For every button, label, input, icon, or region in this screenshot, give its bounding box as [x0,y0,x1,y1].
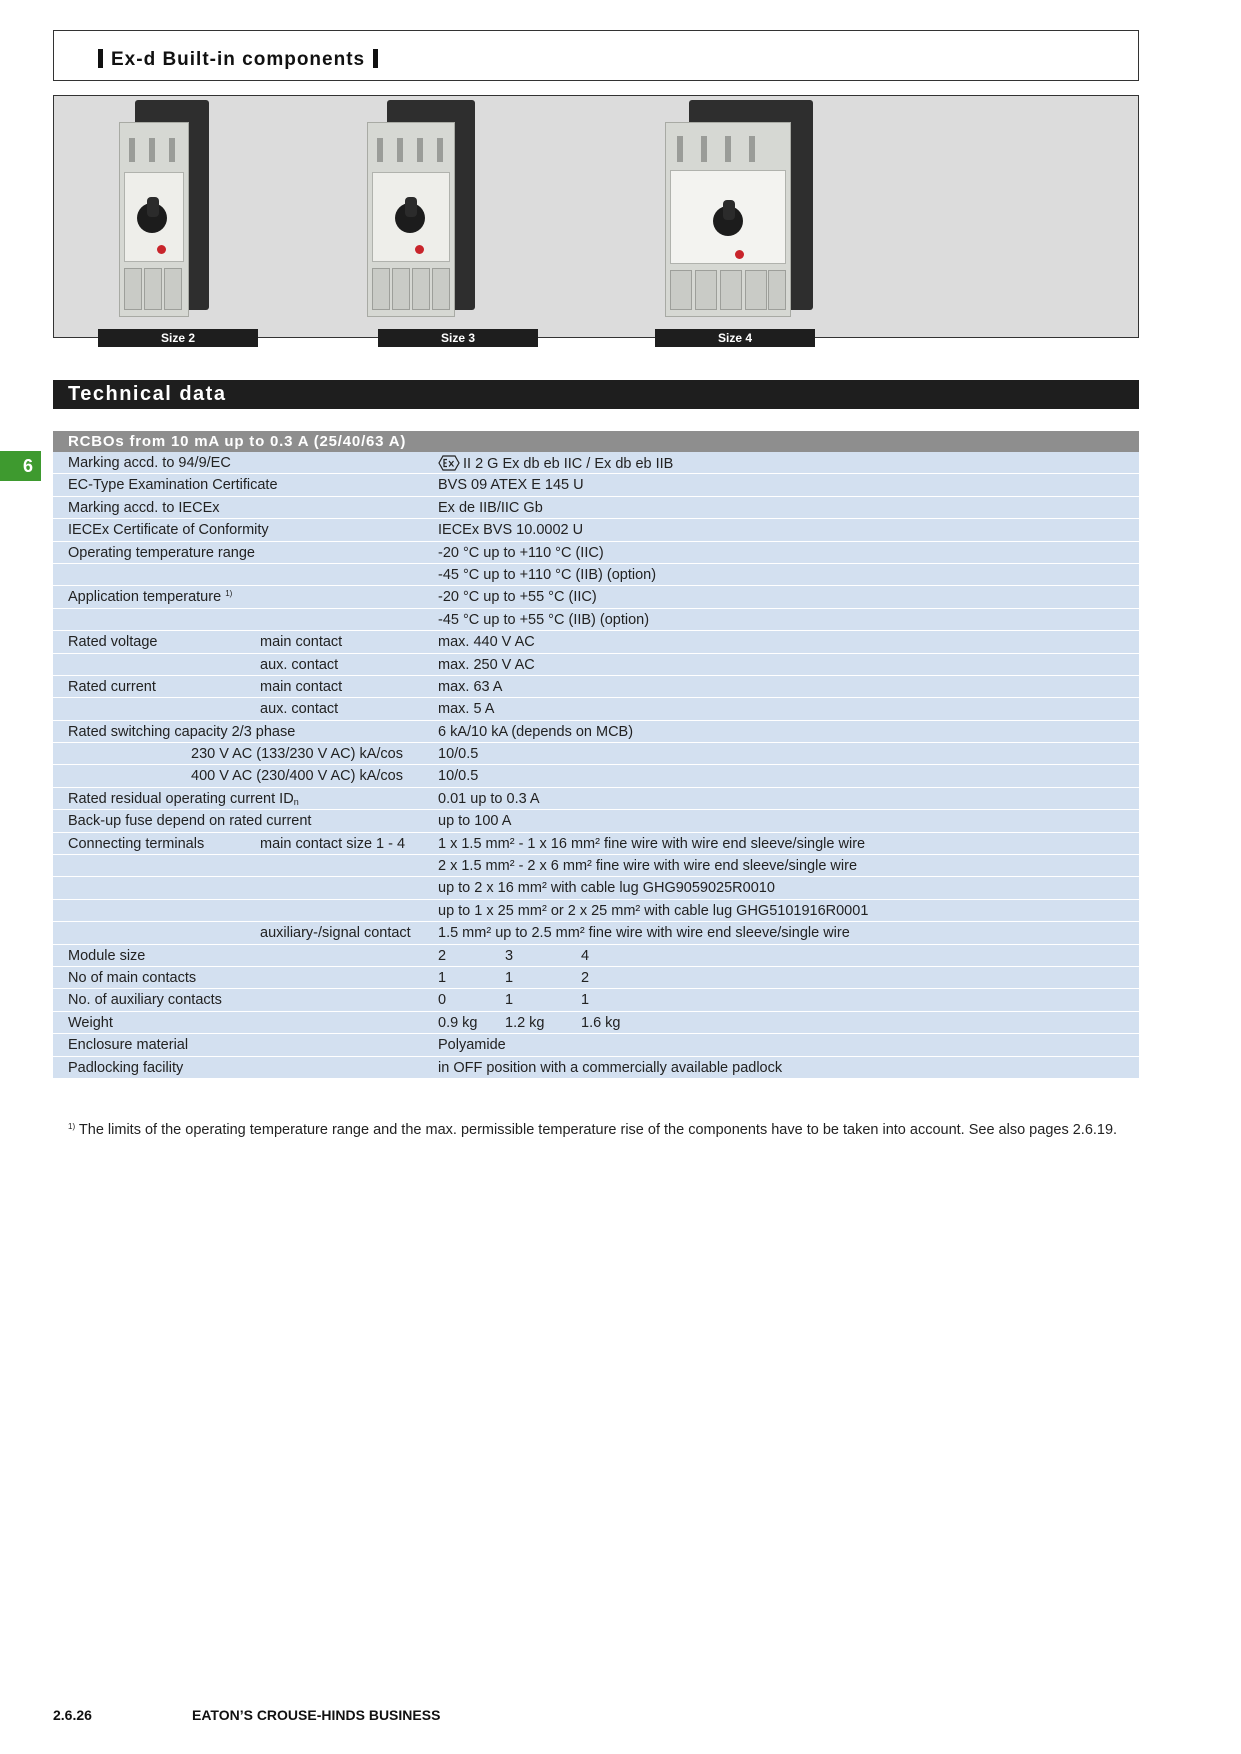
row-value-text: max. 440 V AC [438,634,535,651]
row-value-3-text: 2 [581,969,590,986]
device-terminal [720,270,742,310]
table-row [53,967,1139,989]
row-value [438,813,511,829]
row-value-text: -45 °C up to +110 °C (IIB) (option) [438,566,657,583]
device-slot [701,136,707,162]
subscript: n [293,796,299,807]
row-qualifier [260,701,338,717]
page-number: 2.6.26 [53,1707,92,1723]
row-value [438,1060,782,1076]
row-value [438,746,478,762]
row-qualifier-text: auxiliary-/signal contact [260,925,411,942]
row-value-2-text: 1 [505,992,514,1009]
row-qualifier-text: aux. contact [260,656,339,673]
table-row [53,1034,1139,1056]
row-value-text: in OFF position with a commercially available padlock [438,1059,783,1076]
device-terminal [768,270,786,310]
device-knob-lever [723,200,735,220]
row-label [68,836,204,852]
row-value [438,992,446,1008]
table-row [53,609,1139,631]
row-value-text: -20 °C up to +55 °C (IIC) [438,589,597,606]
size-3-label: Size 3 [378,329,538,347]
device-slot [749,136,755,162]
table-row [53,945,1139,967]
size-2-label: Size 2 [98,329,258,347]
row-value [438,948,446,964]
section-title [98,49,378,71]
row-value [438,925,850,941]
device-slot [417,138,423,162]
row-qualifier [260,836,405,852]
row-value-3 [581,970,589,986]
device-size-3-image [367,100,477,315]
table-row [53,855,1139,877]
row-value [438,836,865,852]
table-row [53,497,1139,519]
table-row [53,900,1139,922]
row-value-text: 1.5 mm² up to 2.5 mm² fine wire with wire end sleeve/single wire [438,925,850,942]
row-label [68,724,295,740]
row-label-text: IECEx Certificate of Conformity [68,522,269,539]
row-value-text: 0 [438,992,447,1009]
row-qualifier-text: aux. contact [260,701,339,718]
row-label [68,634,157,650]
row-label [68,679,156,695]
row-value [438,1015,478,1031]
row-label-text: Module size [68,947,146,964]
row-sublabel-text: 230 V AC (133/230 V AC) kA/cos [191,746,403,763]
row-label [68,948,145,964]
row-value-3-text: 1 [581,992,590,1009]
row-label-text: Operating temperature range [68,544,255,561]
footer-brand: EATON’S CROUSE-HINDS BUSINESS [192,1707,441,1723]
device-slot [149,138,155,162]
title-bar-left [98,49,103,68]
row-label [68,455,231,471]
row-value-2-text: 1.2 kg [505,1014,545,1031]
row-value [438,477,584,493]
device-size-2-image [119,100,209,315]
device-terminal [372,268,390,310]
row-qualifier [260,925,411,941]
device-test-button [157,245,166,254]
row-label-text: Rated switching capacity 2/3 phase [68,723,296,740]
row-label-text: Connecting terminals [68,835,205,852]
row-value-text: IECEx BVS 10.0002 U [438,522,584,539]
table-body [53,452,1139,1079]
table-row [53,586,1139,608]
row-qualifier [260,634,342,650]
row-label-text: Marking accd. to 94/9/EC [68,455,231,471]
row-label [68,813,311,829]
row-value [438,1037,506,1053]
chapter-tab: 6 [0,451,41,481]
row-value-text: II 2 G Ex db eb IIC / Ex db eb IIB [463,456,674,472]
row-value-text: max. 5 A [438,701,495,718]
row-label [68,791,299,807]
row-value-text: Ex de IIB/IIC Gb [438,499,543,516]
row-value-text: -20 °C up to +110 °C (IIC) [438,544,604,561]
technical-data-table [53,431,1139,1079]
row-qualifier [260,657,338,673]
device-terminal [745,270,767,310]
device-terminal [412,268,430,310]
row-value [438,455,673,472]
row-value-text: 10/0.5 [438,768,479,785]
row-label-text: Padlocking facility [68,1059,184,1076]
row-value-3 [581,1015,621,1031]
row-value [438,612,649,628]
row-value-text: -45 °C up to +55 °C (IIB) (option) [438,611,650,628]
row-label-text: Rated voltage [68,634,158,651]
table-row [53,877,1139,899]
row-label [68,589,232,605]
row-value [438,903,868,919]
row-value [438,768,478,784]
row-label [68,992,222,1008]
device-test-button [415,245,424,254]
row-value [438,724,633,740]
section-header [53,30,1139,81]
table-row [53,542,1139,564]
row-sublabel [191,768,403,784]
row-label-text: Weight [68,1014,113,1031]
row-label [68,970,196,986]
device-slot [377,138,383,162]
table-row [53,564,1139,586]
table-row [53,922,1139,944]
row-qualifier-text: main contact [260,678,343,695]
table-row [53,743,1139,765]
footnote-ref: 1) [225,589,233,599]
device-terminal [144,268,162,310]
device-terminal [124,268,142,310]
table-row [53,721,1139,743]
device-terminal [432,268,450,310]
row-value [438,500,543,516]
footnote [68,1122,1117,1138]
device-terminal [695,270,717,310]
row-qualifier-text: main contact size 1 - 4 [260,835,406,852]
title-bar-right [373,49,378,68]
row-label-text: Enclosure material [68,1037,189,1054]
row-label-text: Back-up fuse depend on rated current [68,813,312,830]
row-label [68,545,255,561]
row-value-2 [505,1015,545,1031]
row-value [438,545,604,561]
row-value [438,701,494,717]
footnote-text: The limits of the operating temperature range and the max. permissible temperature rise of the components have to be taken into account. See also pages 2.6.19. [78,1122,1118,1138]
row-value-2 [505,948,513,964]
section-title-text: Ex-d Built-in components [111,49,366,70]
row-label [68,477,278,493]
device-test-button [735,250,744,259]
row-label [68,1060,183,1076]
row-value-text: max. 250 V AC [438,656,535,673]
row-value-3 [581,992,589,1008]
row-sublabel-text: 400 V AC (230/400 V AC) kA/cos [191,768,403,785]
table-row [53,452,1139,474]
row-label-text: Application temperature [68,589,222,606]
product-photo-panel [53,95,1139,338]
table-header: RCBOs from 10 mA up to 0.3 A (25/40/63 A) [53,431,1139,452]
device-knob-lever [147,197,159,217]
table-row [53,654,1139,676]
table-row [53,788,1139,810]
row-label-text: EC-Type Examination Certificate [68,477,278,494]
row-value-text: up to 100 A [438,813,512,830]
row-value-text: max. 63 A [438,678,503,695]
row-value [438,858,857,874]
row-value-text: Polyamide [438,1037,506,1054]
table-row [53,1012,1139,1034]
row-value-text: 0.01 up to 0.3 A [438,790,540,807]
device-slot [169,138,175,162]
row-value [438,679,502,695]
row-value-text: 10/0.5 [438,746,479,763]
row-value-text: BVS 09 ATEX E 145 U [438,477,584,494]
row-label-text: Marking accd. to IECEx [68,499,220,516]
device-terminal [164,268,182,310]
table-row [53,765,1139,787]
row-label-text: No. of auxiliary contacts [68,992,222,1009]
row-value [438,970,446,986]
row-value-2 [505,970,513,986]
row-value [438,634,535,650]
row-qualifier [260,679,342,695]
device-slot [129,138,135,162]
row-value-text: 2 [438,947,447,964]
row-qualifier-text: main contact [260,634,343,651]
table-row [53,698,1139,720]
row-value [438,657,535,673]
table-row [53,631,1139,653]
device-terminal [670,270,692,310]
row-value [438,522,583,538]
device-size-4-image [665,100,815,315]
row-sublabel [191,746,403,762]
row-value-text: 2 x 1.5 mm² - 2 x 6 mm² fine wire with wire end sleeve/single wire [438,858,858,875]
row-value-text: up to 1 x 25 mm² or 2 x 25 mm² with cable lug GHG5101916R0001 [438,902,869,919]
row-label [68,500,220,516]
row-value-2 [505,992,513,1008]
size-4-label: Size 4 [655,329,815,347]
table-row [53,519,1139,541]
row-label-text: Rated residual operating current ID [68,790,294,807]
technical-data-header: Technical data [53,380,1139,409]
footnote-mark: 1) [68,1122,76,1131]
device-terminal [392,268,410,310]
table-row [53,810,1139,832]
row-value-text: 1 [438,969,447,986]
row-value [438,589,597,605]
device-slot [725,136,731,162]
row-value-text: 6 kA/10 kA (depends on MCB) [438,723,634,740]
row-value-3-text: 4 [581,947,590,964]
row-label [68,1037,188,1053]
row-label [68,522,269,538]
device-slot [677,136,683,162]
device-knob-lever [405,197,417,217]
ex-marking-icon [438,455,460,471]
device-slot [437,138,443,162]
row-value-2-text: 1 [505,969,514,986]
row-label [68,1015,113,1031]
row-label-text: Rated current [68,678,156,695]
table-row [53,833,1139,855]
row-value-text: 1 x 1.5 mm² - 1 x 16 mm² fine wire with wire end sleeve/single wire [438,835,866,852]
row-label-text: No of main contacts [68,969,197,986]
row-value [438,880,775,896]
table-row [53,676,1139,698]
row-value-text: up to 2 x 16 mm² with cable lug GHG9059025R0010 [438,880,775,897]
row-value-2-text: 3 [505,947,514,964]
row-value-3-text: 1.6 kg [581,1014,621,1031]
row-value-text: 0.9 kg [438,1014,478,1031]
device-slot [397,138,403,162]
row-value-3 [581,948,589,964]
row-value [438,791,540,807]
table-row [53,1057,1139,1079]
table-row [53,474,1139,496]
row-value [438,567,656,583]
table-row [53,989,1139,1011]
